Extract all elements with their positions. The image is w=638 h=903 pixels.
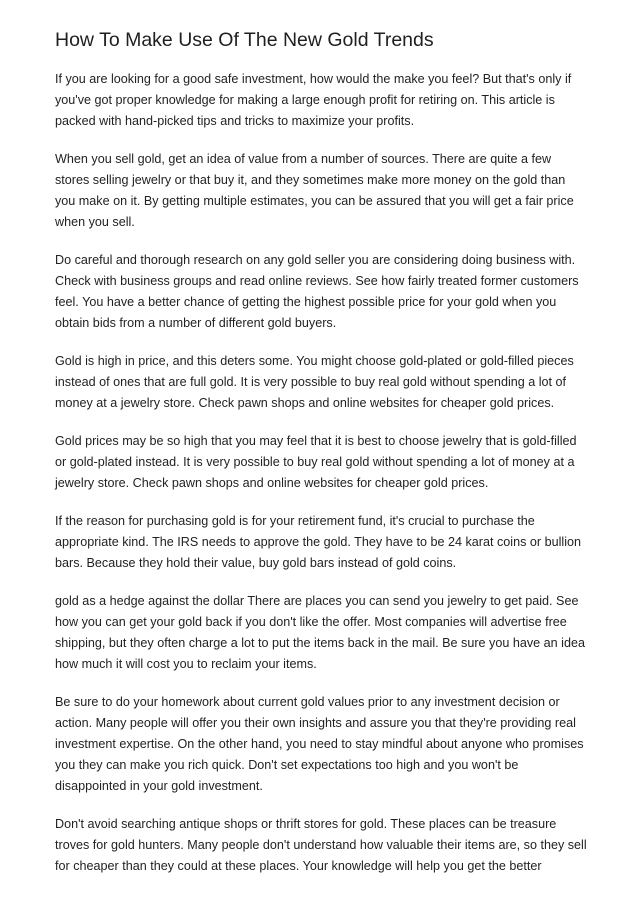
document-title: How To Make Use Of The New Gold Trends bbox=[55, 29, 434, 51]
paragraph-3: Do careful and thorough research on any gold seller you are considering doing business with. Check with business groups and read online reviews. See how fairly treated former customers feel. You have a better chance of getting the highest possible price for your gold when you obtain bids from a number of different gold buyers. bbox=[55, 253, 579, 330]
paragraph-2: When you sell gold, get an idea of value from a number of sources. There are quite a few stores selling jewelry or that buy it, and they sometimes make more money on the gold than you make on it. By getting multiple estimates, you can be assured that you will get a fair price when you sell. bbox=[55, 152, 574, 229]
paragraph-8: Be sure to do your homework about current gold values prior to any investment decision or action. Many people will offer you their own insights and assure you that they're providing real investment expertise. On the other hand, you need to stay mindful about anyone who promises you they can make you rich quick. Don't set expectations too high and you won't be disappointed in your gold investment. bbox=[55, 695, 584, 793]
paragraph-9: Don't avoid searching antique shops or thrift stores for gold. These places can be treasure troves for gold hunters. Many people don't understand how valuable their items are, so they sell for cheaper than they could at these places. Your knowledge will help you get the better bbox=[55, 817, 587, 873]
paragraph-6: If the reason for purchasing gold is for your retirement fund, it's crucial to purchase the appropriate kind. The IRS needs to approve the gold. They have to be 24 karat coins or bullion bars. Because they hold their value, buy gold bars instead of gold coins. bbox=[55, 514, 582, 570]
paragraph-5: Gold prices may be so high that you may feel that it is best to choose jewelry that is gold-filled or gold-plated instead. It is very possible to buy real gold without spending a lot of money at a jewelry store. Check pawn shops and online websites for cheaper gold prices. bbox=[55, 434, 577, 490]
paragraph-4: Gold is high in price, and this deters some. You might choose gold-plated or gold-filled pieces instead of ones that are full gold. It is very possible to buy real gold without spending a lot of money at a jewelry store. Check pawn shops and online websites for cheaper gold prices. bbox=[55, 354, 574, 410]
paragraph-1: If you are looking for a good safe investment, how would the make you feel? But that's only if you've got proper knowledge for making a large enough profit for retiring on. This article is packed with hand-picked tips and tricks to maximize your profits. bbox=[55, 72, 572, 128]
paragraph-7: gold as a hedge against the dollar There are places you can send you jewelry to get paid. See how you can get your gold back if you don't like the offer. Most companies will advertise free shipping, but they often charge a lot to put the items back in the mail. Be sure you have an idea how much it will cost you to reclaim your items. bbox=[55, 594, 585, 671]
